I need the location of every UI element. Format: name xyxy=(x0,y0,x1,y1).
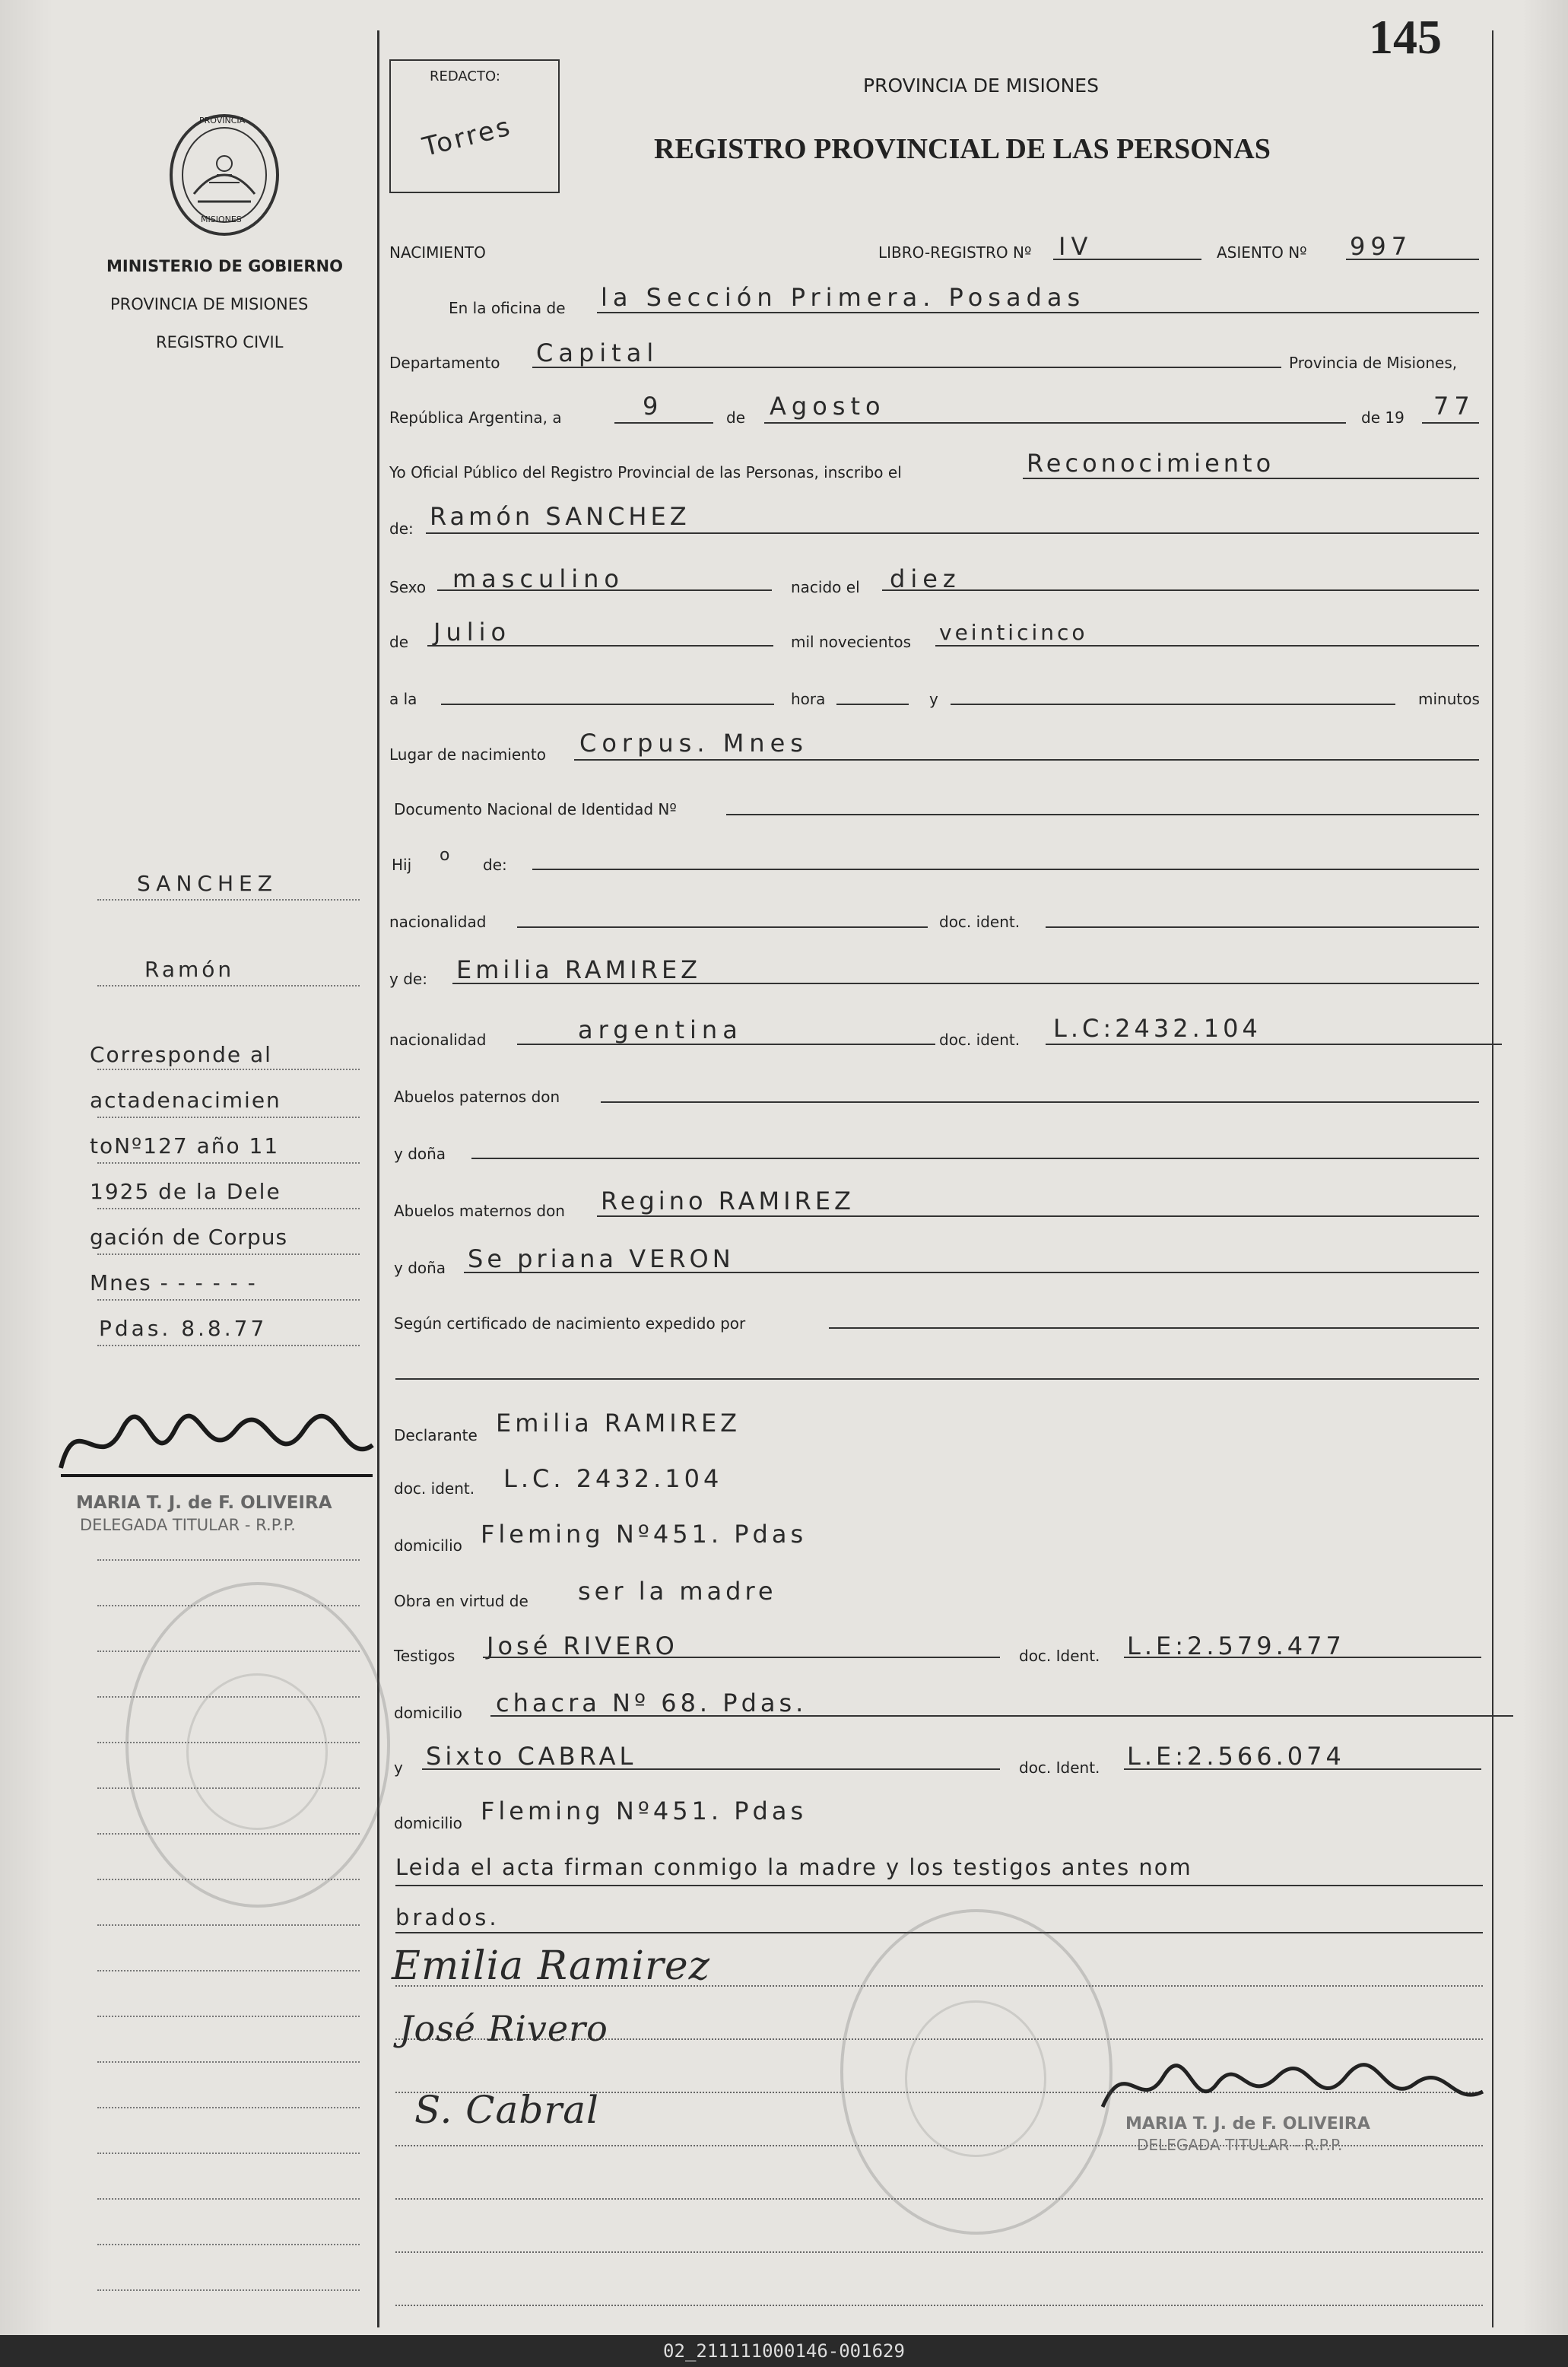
oficina-label: En la oficina de xyxy=(449,299,566,317)
departamento-label: Departamento xyxy=(389,354,500,372)
person-line xyxy=(426,532,1479,534)
mes-value: Agosto xyxy=(770,392,886,421)
oficial-label: Yo Oficial Público del Registro Provincial de las Personas, inscribo el xyxy=(389,463,902,481)
mil-label: mil novecientos xyxy=(791,633,912,651)
oficial-firma-name: MARIA T. J. de F. OLIVEIRA xyxy=(1125,2114,1370,2133)
firma-testigo2: S. Cabral xyxy=(414,2088,600,2132)
de-mes-label: de xyxy=(389,633,408,651)
mes-nac-line xyxy=(427,645,773,647)
lugar-line xyxy=(574,759,1479,761)
dia-value: 9 xyxy=(643,392,664,421)
ydona-label: y doña xyxy=(394,1145,446,1163)
nacionalidad2-label: nacionalidad xyxy=(389,1031,487,1049)
oficial-line xyxy=(1023,478,1479,479)
margin-line xyxy=(97,985,360,987)
margin-line xyxy=(97,1253,360,1255)
nacido-value: diez xyxy=(890,564,961,593)
margin-note-line: actadenacimien xyxy=(90,1088,281,1113)
docident-label: doc. ident. xyxy=(939,913,1020,931)
firma-testigo1: José Rivero xyxy=(399,2008,608,2049)
oficina-value: la Sección Primera. Posadas xyxy=(601,283,1086,312)
margin-note-line: Corresponde al xyxy=(90,1042,272,1067)
abuelos-mat-label: Abuelos maternos don xyxy=(394,1202,565,1220)
testigo1-doc-line xyxy=(1124,1657,1481,1658)
redacto-label: REDACTO: xyxy=(430,68,500,84)
oficial-value: Reconocimiento xyxy=(1027,449,1275,478)
cierre-line1: Leida el acta firman conmigo la madre y los testigos antes nom xyxy=(395,1854,1192,1880)
binding-shadow xyxy=(0,0,53,2335)
right-column-rule xyxy=(1492,30,1493,2327)
margin-signature xyxy=(53,1400,380,1491)
margin-line xyxy=(97,2289,360,2291)
oficina-line xyxy=(597,312,1479,313)
domicilio3-value: Fleming Nº451. Pdas xyxy=(481,1797,808,1825)
asiento-value: 997 xyxy=(1350,232,1413,261)
testigo1-doc-value: L.E:2.579.477 xyxy=(1127,1631,1345,1660)
dia-line xyxy=(614,422,713,424)
testigos-label: Testigos xyxy=(394,1647,455,1665)
nacionalidad2-line xyxy=(517,1044,935,1045)
margin-line xyxy=(97,1924,360,1926)
lugar-value: Corpus. Mnes xyxy=(579,729,808,758)
nacido-line xyxy=(882,589,1479,591)
libro-line xyxy=(1053,259,1201,260)
madre-line xyxy=(452,983,1479,984)
anio-label: de 19 xyxy=(1361,408,1405,427)
hijo-line xyxy=(532,869,1479,870)
de-label: de xyxy=(726,408,745,427)
testigo1-doc-label: doc. Ident. xyxy=(1019,1647,1100,1665)
ruled-line xyxy=(395,2305,1483,2306)
person-value: Ramón SANCHEZ xyxy=(430,502,690,531)
minutos-line xyxy=(951,704,1395,705)
ruled-line xyxy=(395,2251,1483,2253)
y-label: y xyxy=(929,690,938,708)
abuelos-pat-label: Abuelos paternos don xyxy=(394,1088,560,1106)
nacionalidad-line xyxy=(517,926,928,928)
testigo2-doc-label: doc. Ident. xyxy=(1019,1759,1100,1777)
domicilio-label: domicilio xyxy=(394,1536,462,1555)
margin-line xyxy=(97,1162,360,1164)
mes-line xyxy=(764,422,1346,424)
y2-label: y xyxy=(394,1759,403,1777)
docident2-value: L.C:2432.104 xyxy=(1053,1014,1262,1043)
hijo-de-label: de: xyxy=(483,856,507,874)
declarante-value: Emilia RAMIREZ xyxy=(496,1409,741,1438)
margin-note-line: toNº127 año 11 xyxy=(90,1133,280,1158)
departamento-value: Capital xyxy=(536,338,659,367)
registro-stamp-right-inner xyxy=(905,2000,1046,2157)
sexo-value: masculino xyxy=(452,564,624,593)
margin-note-line: Pdas. 8.8.77 xyxy=(99,1316,268,1341)
obra-label: Obra en virtud de xyxy=(394,1592,528,1610)
hijo-label: Hij xyxy=(392,856,412,874)
hora-line xyxy=(836,704,909,705)
ydona-line xyxy=(471,1158,1479,1159)
mil-line xyxy=(935,645,1479,647)
margin-note-line: gación de Corpus xyxy=(90,1225,288,1250)
margin-line xyxy=(97,2107,360,2108)
madre-value: Emilia RAMIREZ xyxy=(456,955,702,984)
docident-line xyxy=(1046,926,1479,928)
sexo-line xyxy=(437,589,772,591)
cierre-line2: brados. xyxy=(395,1905,500,1930)
testigo2-doc-value: L.E:2.566.074 xyxy=(1127,1742,1345,1771)
segun-label: Según certificado de nacimiento expedido por xyxy=(394,1314,746,1333)
abuelo-mat-value: Regino RAMIREZ xyxy=(601,1187,855,1215)
margin-line xyxy=(97,1069,360,1070)
testigo2-value: Sixto CABRAL xyxy=(426,1742,637,1771)
domicilio-value: Fleming Nº451. Pdas xyxy=(481,1520,808,1549)
sexo-label: Sexo xyxy=(389,578,427,596)
left-column-rule xyxy=(377,30,379,2327)
nacionalidad-label: nacionalidad xyxy=(389,913,487,931)
departamento-line xyxy=(532,367,1281,368)
redacto-value: Torres xyxy=(419,111,516,163)
libro-label: LIBRO-REGISTRO Nº xyxy=(878,243,1032,262)
yde-label: y de: xyxy=(389,970,427,988)
domicilio3-label: domicilio xyxy=(394,1814,462,1832)
margin-note-line: 1925 de la Dele xyxy=(90,1179,281,1204)
domicilio2-line xyxy=(490,1715,1513,1717)
registro-civil-label: REGISTRO CIVIL xyxy=(156,333,284,351)
segun-line-2 xyxy=(395,1378,1479,1380)
minutos-label: minutos xyxy=(1418,690,1480,708)
abuela-mat-value: Se priana VERON xyxy=(468,1244,735,1273)
ala-line xyxy=(441,704,774,705)
dni-line xyxy=(726,814,1479,815)
firma-madre: Emilia Ramirez xyxy=(392,1943,711,1989)
domicilio2-label: domicilio xyxy=(394,1704,462,1722)
dni-label: Documento Nacional de Identidad Nº xyxy=(394,800,677,818)
seal-bottom-text: MISIONES xyxy=(201,214,242,224)
testigo2-doc-line xyxy=(1124,1768,1481,1770)
margin-name: Ramón xyxy=(144,957,235,982)
decl-docident-value: L.C. 2432.104 xyxy=(503,1464,723,1493)
margin-line xyxy=(97,1345,360,1346)
abuelo-mat-line xyxy=(597,1215,1479,1217)
declarante-label: Declarante xyxy=(394,1426,478,1444)
margin-line xyxy=(97,1970,360,1971)
hora-label: hora xyxy=(791,690,826,708)
page-edge xyxy=(1522,0,1568,2335)
testigo1-value: José RIVERO xyxy=(487,1631,678,1660)
docident2-label: doc. ident. xyxy=(939,1031,1020,1049)
decl-docident-label: doc. ident. xyxy=(394,1479,475,1498)
testigo2-line xyxy=(422,1768,1000,1770)
de-person-label: de: xyxy=(389,519,414,538)
anio-value: 77 xyxy=(1433,392,1475,421)
cierre-line1-rule xyxy=(395,1885,1483,1886)
margin-note-line: Mnes - - - - - - xyxy=(90,1270,257,1295)
abuelos-pat-line xyxy=(601,1101,1479,1103)
margin-official-title: DELEGADA TITULAR - R.P.P. xyxy=(80,1516,296,1534)
provincia-label-left: PROVINCIA DE MISIONES xyxy=(110,295,309,313)
asiento-label: ASIENTO Nº xyxy=(1217,243,1307,262)
margin-line xyxy=(97,2016,360,2017)
hijo-value: o xyxy=(440,846,455,865)
testigo1-line xyxy=(483,1657,1000,1658)
ministerio-label: MINISTERIO DE GOBIERNO xyxy=(106,257,343,275)
provincia-misiones-label: Provincia de Misiones, xyxy=(1289,354,1458,372)
margin-line xyxy=(97,2153,360,2154)
margin-line xyxy=(97,2198,360,2200)
nacionalidad2-value: argentina xyxy=(578,1015,743,1044)
mes-nac-value: Julio xyxy=(433,618,512,647)
margin-line xyxy=(97,1117,360,1118)
seal-top-text: PROVINCIA xyxy=(199,116,246,125)
libro-value: IV xyxy=(1059,232,1093,261)
oficial-firma-title: DELEGADA TITULAR - R.P.P. xyxy=(1137,2136,1343,2154)
page-number: 145 xyxy=(1369,10,1442,64)
docident2-line xyxy=(1046,1044,1502,1045)
nacido-label: nacido el xyxy=(791,578,860,596)
segun-line xyxy=(829,1327,1479,1329)
provincia-title: PROVINCIA DE MISIONES xyxy=(863,75,1099,97)
registro-stamp-left-inner xyxy=(186,1673,328,1830)
domicilio2-value: chacra Nº 68. Pdas. xyxy=(496,1689,808,1717)
mil-value: veinticinco xyxy=(939,620,1088,645)
registro-title: REGISTRO PROVINCIAL DE LAS PERSONAS xyxy=(654,133,1271,165)
asiento-line xyxy=(1346,259,1479,260)
image-id-footer: 02_211111000146-001629 xyxy=(0,2335,1568,2367)
republica-label: República Argentina, a xyxy=(389,408,562,427)
obra-value: ser la madre xyxy=(578,1577,777,1606)
margin-line xyxy=(97,1299,360,1301)
margin-line xyxy=(97,899,360,901)
margin-line xyxy=(97,1208,360,1209)
margin-surname: SANCHEZ xyxy=(137,871,278,896)
lugar-label: Lugar de nacimiento xyxy=(389,745,546,764)
abuela-mat-line xyxy=(464,1272,1479,1273)
margin-line xyxy=(97,1559,360,1561)
act-type-label: NACIMIENTO xyxy=(389,243,486,262)
ala-label: a la xyxy=(389,690,417,708)
margin-line xyxy=(97,2244,360,2245)
margin-line xyxy=(97,2061,360,2063)
margin-official-name: MARIA T. J. de F. OLIVEIRA xyxy=(76,1493,332,1513)
anio-line xyxy=(1422,422,1479,424)
ydona2-label: y doña xyxy=(394,1259,446,1277)
